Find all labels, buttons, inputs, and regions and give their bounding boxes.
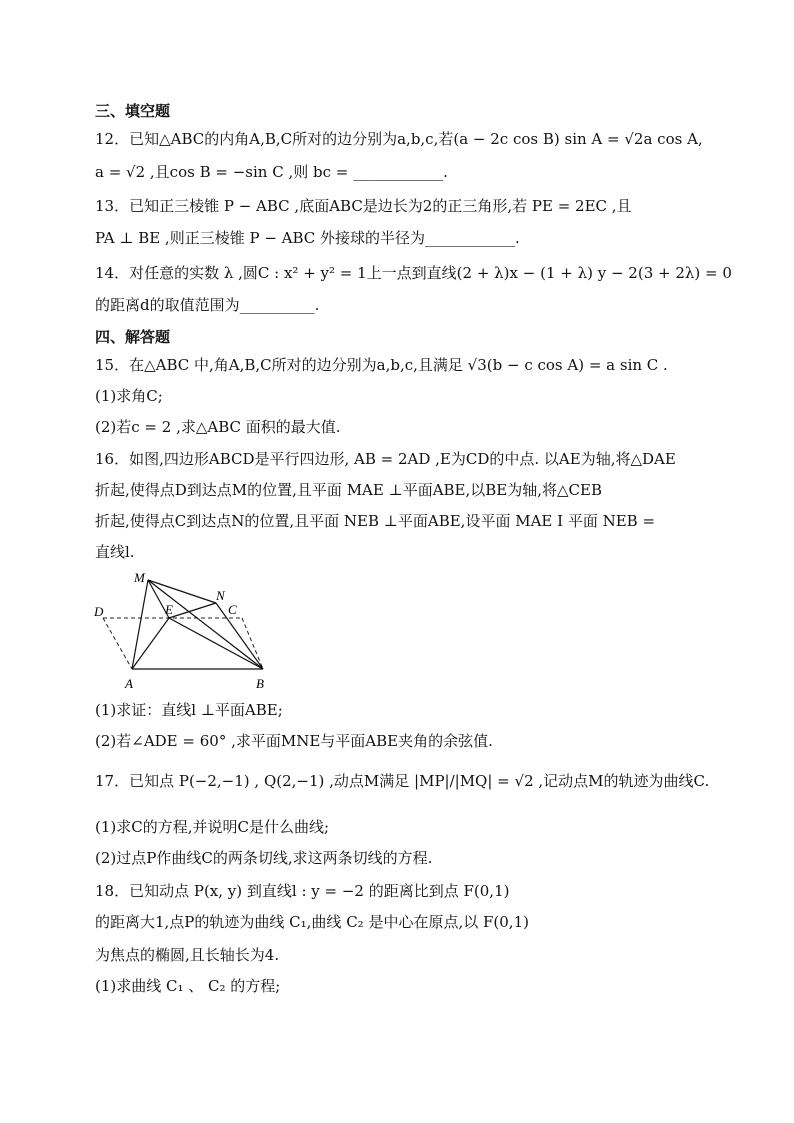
question-15-line-1: 15．在△ABC 中,角A,B,C所对的边分别为a,b,c,且满足 √3(b − c cos A) = a sin C . <box>95 356 668 374</box>
label-E: E <box>165 602 173 617</box>
question-16-part-2: (2)若∠ADE = 60° ,求平面MNE与平面ABE夹角的余弦值. <box>95 732 493 750</box>
question-16-line-3: 折起,使得点C到达点N的位置,且平面 NEB ⊥平面ABE,设平面 MAE I 平面 NEB = <box>95 512 656 530</box>
question-18-part-1: (1)求曲线 C₁ 、 C₂ 的方程; <box>95 977 281 995</box>
label-C: C <box>228 602 237 617</box>
question-16-line-4: 直线l. <box>95 543 135 561</box>
question-15-part-2: (2)若c = 2 ,求△ABC 面积的最大值. <box>95 418 341 436</box>
question-13-line-2: PA ⊥ BE ,则正三棱锥 P − ABC 外接球的半径为____________. <box>95 229 520 247</box>
question-18-line-1: 18．已知动点 P(x, y) 到直线l : y = −2 的距离比到点 F(0,1) <box>95 882 510 900</box>
label-B: B <box>256 676 264 691</box>
question-12-line-2: a = √2 ,且cos B = −sin C ,则 bc = ____________. <box>95 163 448 181</box>
question-14-line-1: 14．对任意的实数 λ ,圆C : x² + y² = 1上一点到直线(2 + λ)x − (1 + λ) y − 2(3 + 2λ) = 0 <box>95 264 732 282</box>
question-16-line-2: 折起,使得点D到达点M的位置,且平面 MAE ⊥平面ABE,以BE为轴,将△CEB <box>95 481 603 499</box>
question-15-part-1: (1)求角C; <box>95 387 163 405</box>
label-D: D <box>94 604 104 619</box>
question-14-line-2: 的距离d的取值范围为__________. <box>95 296 320 314</box>
question-16-line-1: 16．如图,四边形ABCD是平行四边形, AB = 2AD ,E为CD的中点. 以AE为轴,将△DAE <box>95 450 676 468</box>
section-fill-in-title: 三、填空题 <box>95 102 171 120</box>
question-17-line-1: 17．已知点 P(−2,−1) , Q(2,−1) ,动点M满足 |MP|/|MQ| = √2 ,记动点M的轨迹为曲线C. <box>95 772 710 790</box>
label-N: N <box>216 588 225 603</box>
question-12-line-1: 12．已知△ABC的内角A,B,C所对的边分别为a,b,c,若(a − 2c cos B) sin A = √2a cos A, <box>95 130 703 148</box>
question-17-part-2: (2)过点P作曲线C的两条切线,求这两条切线的方程. <box>95 849 433 867</box>
question-18-line-3: 为焦点的椭圆,且长轴长为4. <box>95 946 280 964</box>
question-18-line-2: 的距离大1,点P的轨迹为曲线 C₁,曲线 C₂ 是中心在原点,以 F(0,1) <box>95 913 529 931</box>
question-13-line-1: 13．已知正三棱锥 P − ABC ,底面ABC是边长为2的正三角形,若 PE = 2EC ,且 <box>95 197 632 215</box>
label-M: M <box>134 570 145 585</box>
section-answer-title: 四、解答题 <box>95 328 171 346</box>
label-A: A <box>125 676 133 691</box>
question-16-part-1: (1)求证：直线l ⊥平面ABE; <box>95 701 283 719</box>
folded-parallelogram-figure <box>92 568 277 693</box>
question-17-part-1: (1)求C的方程,并说明C是什么曲线; <box>95 818 330 836</box>
